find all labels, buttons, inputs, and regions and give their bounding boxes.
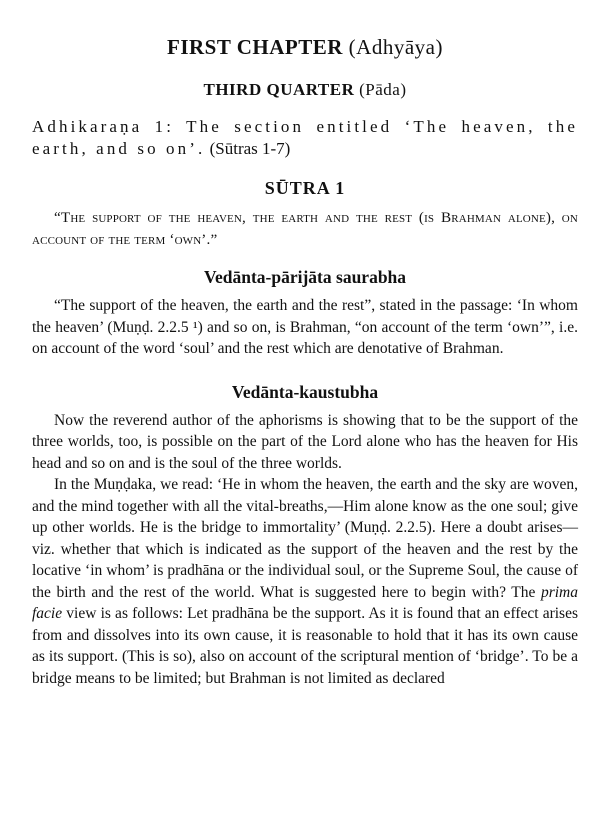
quarter-subtitle: (Pāda): [359, 80, 407, 99]
kaustubha-paragraph-2: [32, 474, 578, 689]
saurabha-heading: Vedānta-pārijāta saurabha: [203, 267, 407, 287]
kaustubha-paragraph-1: Now the reverend author of the aphorisms is showing that to be the support of the three worlds, too, is possible on the part of the Lord alone who has the heaven for His head and so on and is the soul of the three worlds.: [32, 411, 578, 472]
adhikarana-heading: [32, 116, 578, 160]
quarter-title: [32, 78, 578, 102]
book-page: [32, 32, 578, 689]
adhikarana-label: Adhikaraṇa 1: The section entitled ‘The heaven, the earth, and so on’.: [32, 117, 578, 158]
sutra-heading: SŪTRA 1: [264, 178, 346, 198]
chapter-subtitle: (Adhyāya): [348, 35, 443, 59]
kaustubha-paragraph-2-italic: prima facie: [32, 583, 578, 622]
chapter-title: [32, 32, 578, 62]
adhikarana-sutras: (Sūtras 1-7): [209, 139, 291, 158]
kaustubha-paragraph-2-start: In the Muṇḍaka, we read: ‘He in whom the heaven, the earth and the sky are woven, and the mind together with all the vital-breaths,—Him alone know as the one soul; give up other worlds. He is the bridge to immortality’ (Muṇḍ. 2.2.5). Here a doubt arises—viz. whether that which is indicated as the support of the heaven and the rest by the locative ‘in whom’ is pradhāna or the individual soul, or the Supreme Soul, the cause of the birth and the rest of the world. What is suggested here to begin with? The: [32, 476, 578, 601]
chapter-title-text: FIRST CHAPTER: [167, 35, 343, 59]
saurabha-paragraph: “The support of the heaven, the earth and the rest”, stated in the passage: ‘In whom the heaven’ (Muṇḍ. 2.2.5 ¹) and so on, is Brahman, “on account of the term ‘own’”, i.e. on account of the word ‘soul’ and the rest which are denotative of Brahman.: [32, 297, 578, 357]
kaustubha-paragraph-2-end: view is as follows: Let pradhāna be the support. As it is found that an effect arises from and dissolves into its own cause, it is reasonable to hold that it has its own cause as its support. (This is so), also on account of the scriptural mention of ‘bridge’. To be a bridge means to be limited; but Brahman is not limited as declared: [32, 605, 578, 687]
kaustubha-heading: Vedānta-kaustubha: [231, 381, 379, 402]
quarter-title-text: THIRD QUARTER: [203, 80, 355, 99]
sutra-text: “The support of the heaven, the earth and the rest (is Brahman alone), on account of the term ‘own’.”: [32, 209, 578, 248]
